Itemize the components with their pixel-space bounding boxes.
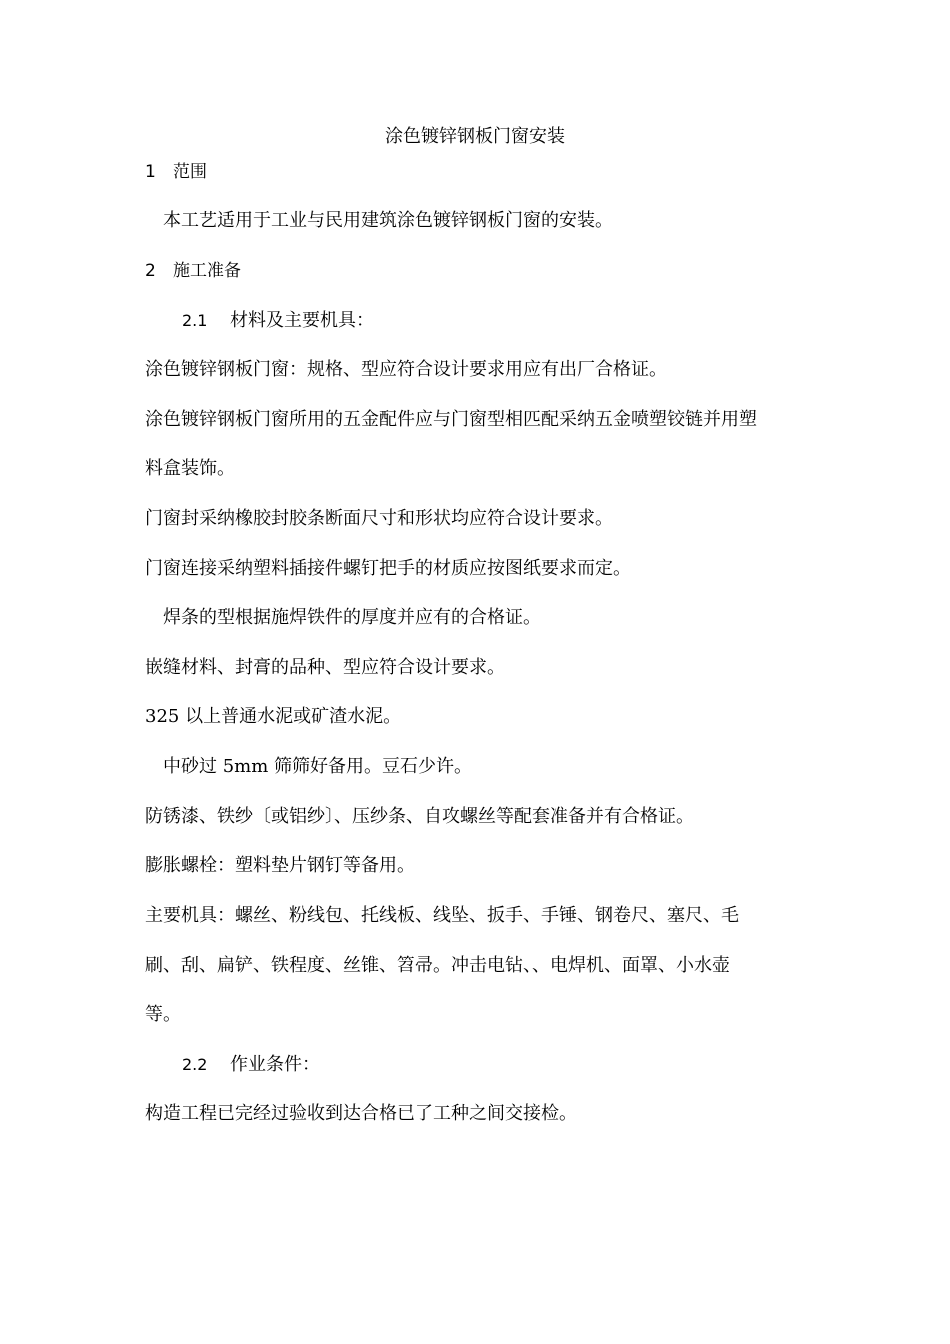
subsection-2-1-heading [182, 309, 374, 333]
paragraph-line: 刷、刮、扁铲、铁程度、丝锥、笤帚。冲击电钻、、电焊机、面罩、小水壶 [145, 955, 730, 976]
paragraph-line: 嵌缝材料、封膏的品种、型应符合设计要求。 [145, 657, 505, 678]
paragraph-line: 构造工程已完经过验收到达合格已了工种之间交接检。 [145, 1103, 577, 1124]
paragraph-line: 门窗封采纳橡胶封胶条断面尺寸和形状均应符合设计要求。 [145, 508, 613, 529]
paragraph-line: 主要机具：螺丝、粉线包、托线板、线坠、扳手、手锤、钢卷尺、塞尺、毛 [145, 905, 739, 926]
document-title: 涂色镀锌钢板门窗安装 [385, 126, 565, 147]
section-2-heading [145, 259, 241, 283]
paragraph-line: 焊条的型根据施焊铁件的厚度并应有的合格证。 [163, 607, 541, 628]
paragraph-line: 中砂过 5mm 筛筛好备用。豆石少许。 [163, 756, 473, 777]
section-1-body: 本工艺适用于工业与民用建筑涂色镀锌钢板门窗的安装。 [163, 210, 613, 231]
subsection-2-2-heading [182, 1053, 320, 1077]
paragraph-line: 涂色镀锌钢板门窗：规格、型应符合设计要求用应有出厂合格证。 [145, 359, 667, 380]
paragraph-line: 防锈漆、铁纱〔或铝纱〕、压纱条、自攻螺丝等配套准备并有合格证。 [145, 806, 694, 827]
subsection-number: 2.1 [182, 311, 208, 330]
paragraph-line: 门窗连接采纳塑料插接件螺钉把手的材质应按图纸要求而定。 [145, 558, 631, 579]
section-title: 施工准备 [173, 261, 241, 281]
paragraph-line: 涂色镀锌钢板门窗所用的五金配件应与门窗型相匹配采纳五金喷塑铰链并用塑 [145, 409, 757, 430]
paragraph-line: 料盒装饰。 [145, 458, 235, 479]
paragraph-line: 325 以上普通水泥或矿渣水泥。 [145, 706, 402, 727]
subsection-title: 作业条件： [230, 1054, 320, 1075]
section-number: 1 [145, 162, 156, 182]
subsection-title: 材料及主要机具： [230, 310, 374, 331]
section-title: 范围 [173, 162, 207, 182]
paragraph-line: 等。 [145, 1004, 181, 1025]
subsection-number: 2.2 [182, 1055, 208, 1074]
section-1-heading [145, 160, 207, 184]
section-number: 2 [145, 261, 156, 281]
paragraph-line: 膨胀螺栓：塑料垫片钢钉等备用。 [145, 855, 415, 876]
